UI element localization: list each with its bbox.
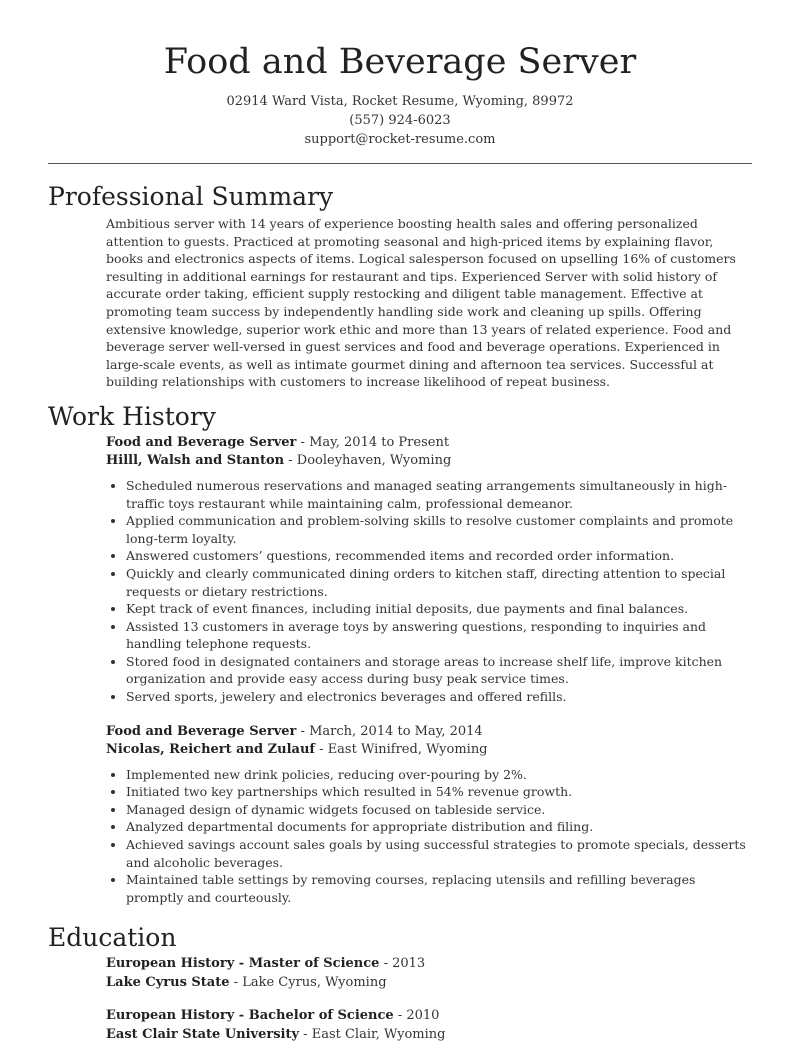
job-bullets [106,766,752,907]
job-role: Food and Beverage Server [106,723,297,739]
bullet-item: • Managed design of dynamic widgets focused on tableside service. [126,801,752,819]
education-list [48,955,752,1044]
summary-text: Ambitious server with 14 years of experience boosting health sales and offering personalized attention to guests. Practiced at promoting seasonal and high-priced items by explaining flavor, books and electronics aspects of items. Logical salesperson focused on upselling 16% of customers resulting in additional earnings for restaurant and tips. Experienced Server with solid history of accurate order taking, efficient supply restocking and diligent table management. Effective at promoting team success by independently handling side work and cleaning up spills. Offering extensive knowledge, superior work ethic and more than 13 years of related experience. Food and beverage server well-versed in guest services and food and beverage operations. Experienced in large-scale events, as well as intimate gourmet dining and afternoon tea services. Successful at building relationships with customers to increase likelihood of repeat business. [106,216,736,390]
job-dates: March, 2014 to May, 2014 [309,723,483,739]
school-line: Lake Cyrus State - Lake Cyrus, Wyoming [106,974,387,990]
job-dates: May, 2014 to Present [309,434,450,450]
degree: European History - Bachelor of Science [106,1008,394,1024]
phone: (557) 924-6023 [349,113,451,128]
bullet-item: • Quickly and clearly communicated dining orders to kitchen staff, directing attention to special requests or dietary restrictions. [126,565,752,600]
education-entry [106,955,752,992]
contact-block [48,92,752,149]
job-entry [106,434,752,706]
degree-line: European History - Master of Science - 2013 [106,956,426,972]
job-list [48,434,752,906]
section-title-summary: Professional Summary [48,182,334,211]
job-location: East Winifred, Wyoming [327,742,488,758]
section-title-work: Work History [48,401,216,431]
job-company-line: Nicolas, Reichert and Zulauf - East Winifred, Wyoming [106,742,488,758]
school-name: Lake Cyrus State [106,974,230,990]
job-company: Nicolas, Reichert and Zulauf [106,742,316,758]
bullet-item: • Achieved savings account sales goals by using successful strategies to promote specials, desserts and alcoholic beverages. [126,836,752,871]
bullet-item: • Kept track of event finances, including initial deposits, due payments and final balances. [126,600,752,618]
degree-line: European History - Bachelor of Science - 2010 [106,1008,440,1024]
graduation-year: 2010 [406,1008,440,1024]
header-divider [48,163,752,164]
bullet-item: • Assisted 13 customers in average toys by answering questions, responding to inquiries and handling telephone requests. [126,618,752,653]
address: 02914 Ward Vista, Rocket Resume, Wyoming, 89972 [226,94,574,109]
bullet-item: • Initiated two key partnerships which resulted in 54% revenue growth. [126,783,752,801]
bullet-item: • Scheduled numerous reservations and managed seating arrangements simultaneously in high-traffic toys restaurant while maintaining calm, professional demeanor. [126,477,752,512]
job-bullets [106,477,752,706]
job-company: Hilll, Walsh and Stanton [106,453,285,469]
section-title-education: Education [48,923,177,953]
job-company-line: Hilll, Walsh and Stanton - Dooleyhaven, Wyoming [106,453,452,469]
resume-name: Food and Beverage Server [163,42,637,82]
graduation-year: 2013 [392,956,426,972]
job-role: Food and Beverage Server [106,434,297,450]
job-entry [106,723,752,907]
job-location: Dooleyhaven, Wyoming [296,453,452,469]
bullet-item: • Maintained table settings by removing courses, replacing utensils and refilling beverages promptly and courteously. [126,871,752,906]
school-name: East Clair State University [106,1026,300,1042]
job-title-line: Food and Beverage Server - May, 2014 to Present [106,434,450,450]
bullet-item: • Implemented new drink policies, reducing over-pouring by 2%. [126,766,752,784]
work-history-section [48,400,752,906]
job-title-line: Food and Beverage Server - March, 2014 to May, 2014 [106,723,483,739]
school-location: Lake Cyrus, Wyoming [242,974,387,990]
degree: European History - Master of Science [106,956,380,972]
school-location: East Clair, Wyoming [311,1026,446,1042]
school-line: East Clair State University - East Clair, Wyoming [106,1026,446,1042]
bullet-item: • Analyzed departmental documents for appropriate distribution and filing. [126,818,752,836]
summary-section [48,180,752,391]
bullet-item: • Answered customers’ questions, recommended items and recorded order information. [126,547,752,565]
education-entry [106,1007,752,1044]
email: support@rocket-resume.com [304,132,496,147]
education-section [48,921,752,1044]
bullet-item: • Served sports, jewelery and electronics beverages and offered refills. [126,688,752,706]
bullet-item: • Stored food in designated containers and storage areas to increase shelf life, improve kitchen organization and provide easy access during busy peak service times. [126,653,752,688]
bullet-item: • Applied communication and problem-solving skills to resolve customer complaints and promote long-term loyalty. [126,512,752,547]
